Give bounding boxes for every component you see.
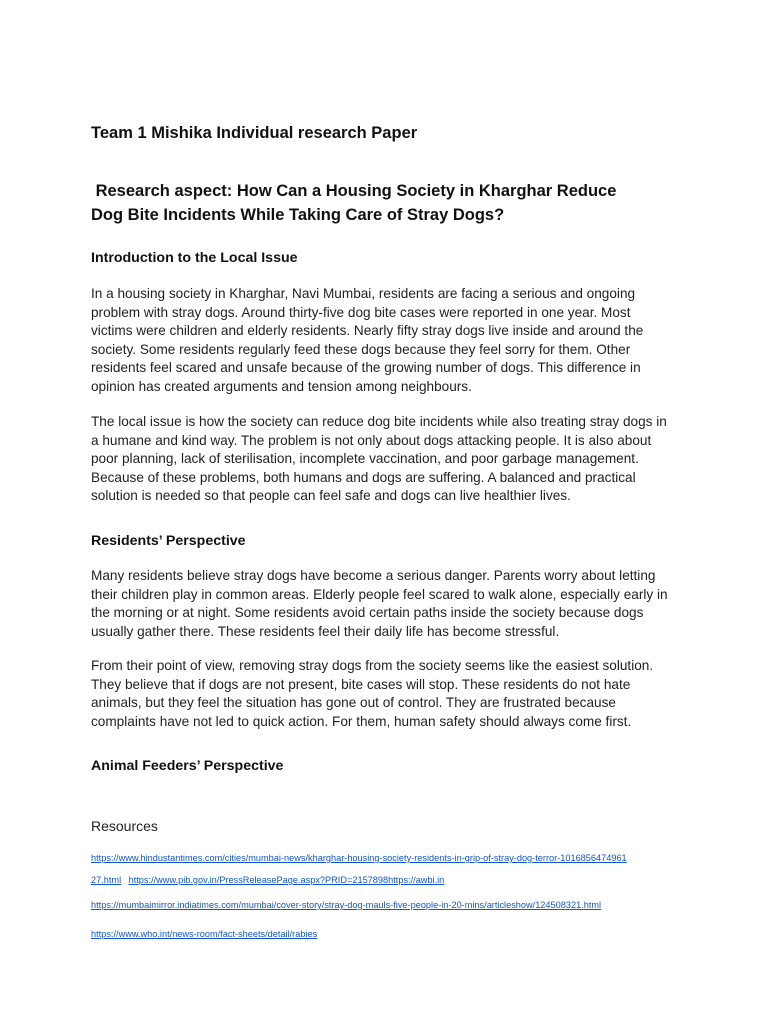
resource-links-line	[91, 870, 444, 888]
resource-link-hindustantimes-continued[interactable]: 27.html	[91, 875, 122, 885]
intro-paragraph-1	[91, 285, 691, 396]
paragraph-line: victims were children and elderly residents. Nearly fifty stray dogs live inside and around the	[91, 323, 644, 338]
resource-link-hindustantimes[interactable]: https://www.hindustantimes.com/cities/mumbai-news/kharghar-housing-society-residents-in-grip-of-stray-dog-terror-1016856474961	[91, 853, 627, 863]
resource-link-mumbaimirror[interactable]: https://mumbaimirror.indiatimes.com/mumbai/cover-story/stray-dog-mauls-five-people-in-20-mins/articleshow/124508321.html	[91, 900, 602, 910]
paragraph-line: opinion has created arguments and tension among neighbours.	[91, 378, 472, 394]
paragraph-line: poor planning, lack of sterilisation, incomplete vaccination, and poor garbage management.	[91, 451, 639, 466]
paragraph-line: The local issue is how the society can reduce dog bite incidents while also treating stray dogs in	[91, 414, 667, 429]
paragraph-line: From their point of view, removing stray dogs from the society seems like the easiest solution.	[91, 658, 654, 673]
paragraph-line: problem with stray dogs. Around thirty-five dog bite cases were reported in one year. Most	[91, 304, 631, 320]
resource-link-pib-awbi[interactable]: https://www.pib.gov.in/PressReleasePage.aspx?PRID=2157898https://awbi.in	[128, 875, 445, 885]
paragraph-line: complaints have not led to quick action. For them, human safety should always come first.	[91, 713, 632, 729]
paragraph-line: They believe that if dogs are not present, bite cases will stop. These residents do not hate	[91, 676, 631, 692]
paragraph-line: society. Some residents regularly feed these dogs because they feel sorry for them. Other	[91, 341, 631, 357]
resources-label: Resources	[91, 818, 158, 834]
paragraph-line: their children play in common areas. Elderly people feel scared to walk alone, especially early in	[91, 586, 668, 602]
section-heading-feeders: Animal Feeders’ Perspective	[91, 758, 284, 774]
paragraph-line: Many residents believe stray dogs have become a serious danger. Parents worry about letting	[91, 568, 656, 583]
section-heading-residents: Residents’ Perspective	[91, 533, 246, 549]
paragraph-line: Because of these problems, both humans and dogs are suffering. A balanced and practical	[91, 469, 636, 485]
document-title: Team 1 Mishika Individual research Paper	[91, 124, 418, 142]
paragraph-line: residents feel scared and unsafe because of the growing number of dogs. This difference in	[91, 360, 641, 375]
paragraph-line: In a housing society in Kharghar, Navi Mumbai, residents are facing a serious and ongoing	[91, 286, 636, 301]
residents-paragraph-1	[91, 567, 691, 641]
section-heading-intro: Introduction to the Local Issue	[91, 250, 298, 266]
residents-paragraph-2	[91, 657, 691, 731]
research-aspect-heading	[91, 179, 691, 227]
research-aspect-line: Dog Bite Incidents While Taking Care of Stray Dogs?	[91, 206, 505, 224]
resource-link-who[interactable]: https://www.who.int/news-room/fact-sheets/detail/rabies	[91, 929, 318, 939]
paragraph-line: the morning or at night. Some residents avoid certain paths inside the society because dogs	[91, 605, 644, 620]
intro-paragraph-2	[91, 413, 691, 506]
paragraph-line: solution is needed so that people can feel safe and dogs can live healthier lives.	[91, 488, 571, 503]
research-aspect-line: Research aspect: How Can a Housing Society in Kharghar Reduce	[91, 182, 617, 200]
paragraph-line: a humane and kind way. The problem is not only about dogs attacking people. It is also about	[91, 432, 652, 448]
paragraph-line: animals, but they feel the situation has gone out of control. They are frustrated because	[91, 695, 616, 710]
paragraph-line: usually gather there. These residents feel their daily life has become stressful.	[91, 623, 560, 639]
